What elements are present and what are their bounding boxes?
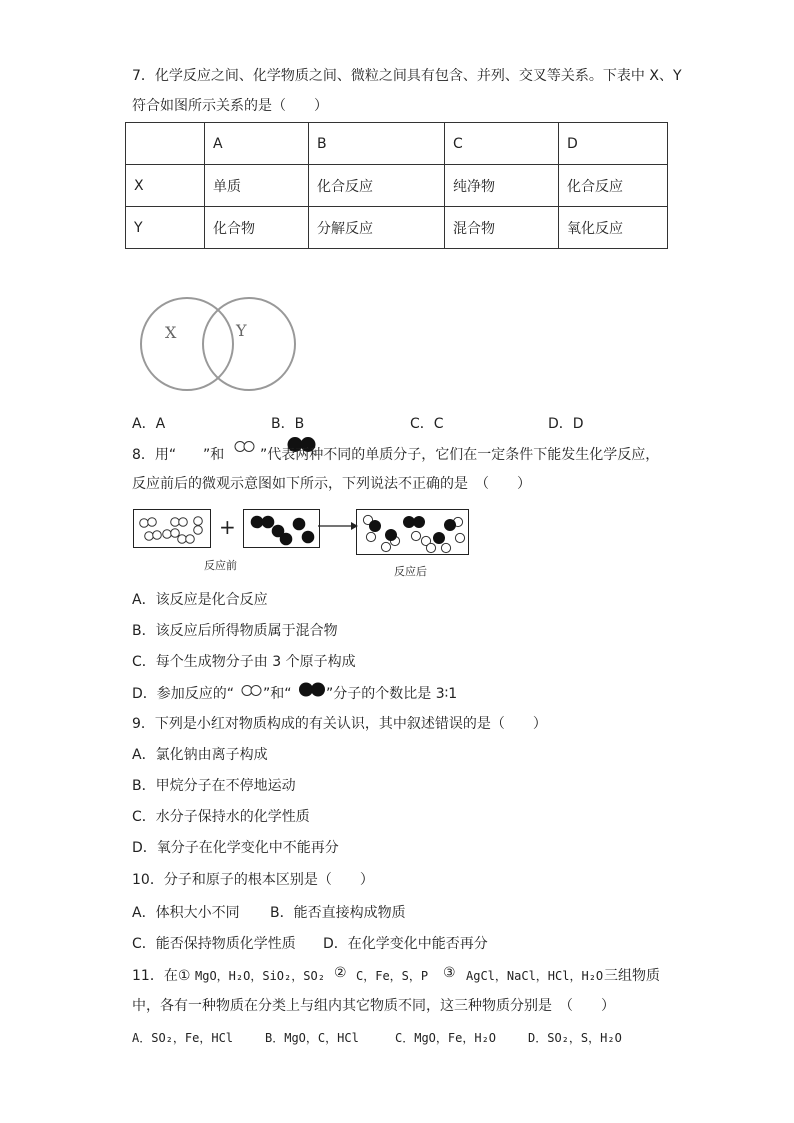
q10-option-d: D．在化学变化中能否再分 [323, 936, 488, 952]
q8-option-d-b: ”和“ [263, 686, 292, 702]
q11-option-a: A．SO₂，Fe，HCl [132, 1031, 234, 1045]
table-cell: D [559, 123, 668, 165]
q11-stem-a: 11．在① [132, 968, 191, 984]
q11-option-c: C．MgO，Fe，H₂O [395, 1031, 497, 1045]
q11-mark2: ② [334, 965, 347, 981]
q10-option-b: B．能否直接构成物质 [270, 905, 406, 921]
q8-option-d-c: ”分子的个数比是 3∶1 [326, 686, 458, 702]
table-cell: 化合反应 [309, 165, 445, 207]
q7-option-d: D．D [548, 416, 584, 432]
q8-option-d-a: D．参加反应的“ [132, 686, 235, 702]
table-cell: 分解反应 [309, 207, 445, 249]
q7-stem-line1: 7．化学反应之间、化学物质之间、微粒之间具有包含、并列、交叉等关系。下表中 X、Y [132, 68, 682, 84]
q11-group1: MgO，H₂O，SiO₂，SO₂ [195, 969, 325, 983]
table-cell: B [309, 123, 445, 165]
q7-stem-line2: 符合如图所示关系的是（ ） [132, 98, 328, 114]
caption-after: 反应后 [394, 565, 427, 578]
reaction-arrow-icon [318, 520, 358, 532]
q7-option-c: C．C [410, 416, 444, 432]
table-cell: 氧化反应 [559, 207, 668, 249]
q9-option-a: A．氯化钠由离子构成 [132, 747, 268, 763]
q9-option-b: B．甲烷分子在不停地运动 [132, 778, 296, 794]
table-cell: 化合物 [205, 207, 309, 249]
q11-group2: C，Fe，S，P [356, 969, 429, 983]
q8-option-b: B．该反应后所得物质属于混合物 [132, 623, 338, 639]
q7-option-b: B．B [271, 416, 305, 432]
venn-circle-y [203, 298, 295, 390]
after-box [356, 509, 469, 555]
table-cell: 化合反应 [559, 165, 668, 207]
q11-option-b: B．MgO，C，HCl [265, 1031, 359, 1045]
table-row [126, 123, 668, 165]
q10-stem: 10．分子和原子的根本区别是（ ） [132, 872, 374, 888]
before-box-white [133, 509, 211, 548]
venn-label-x: X [165, 323, 177, 342]
q7-table [125, 122, 668, 249]
q9-option-c: C．水分子保持水的化学性质 [132, 809, 310, 825]
table-row [126, 207, 668, 249]
q11-stem-line2: 中，各有一种物质在分类上与组内其它物质不同，这三种物质分别是 （ ） [132, 998, 615, 1014]
q8-stem-c: ”代表两种不同的单质分子，它们在一定条件下能发生化学反应， [260, 447, 660, 463]
table-cell: 单质 [205, 165, 309, 207]
q8-option-a: A．该反应是化合反应 [132, 592, 268, 608]
q8-stem-b: ”和 [203, 447, 225, 463]
q8-stem-a: 8．用“ [132, 447, 177, 463]
q9-option-d: D．氧分子在化学变化中不能再分 [132, 840, 339, 856]
venn-label-y: Y [236, 321, 247, 340]
black-molecule-icon [298, 682, 326, 697]
table-cell: 纯净物 [445, 165, 559, 207]
q8-stem-line2: 反应前后的微观示意图如下所示，下列说法不正确的是 （ ） [132, 476, 531, 492]
q10-option-c: C．能否保持物质化学性质 [132, 936, 296, 952]
q10-option-a: A．体积大小不同 [132, 905, 240, 921]
venn-circle-x [141, 298, 233, 390]
before-box-black [243, 509, 320, 548]
q11-mark3: ③ [443, 965, 456, 981]
venn-diagram [135, 290, 305, 400]
table-cell [126, 123, 205, 165]
table-cell: Y [126, 207, 205, 249]
q11-group3: AgCl，NaCl，HCl，H₂O [466, 969, 604, 983]
table-cell: X [126, 165, 205, 207]
q7-option-a: A．A [132, 416, 166, 432]
white-molecule-icon [234, 440, 256, 453]
table-row [126, 165, 668, 207]
table-cell: C [445, 123, 559, 165]
q9-stem: 9．下列是小红对物质构成的有关认识，其中叙述错误的是（ ） [132, 716, 547, 732]
caption-before: 反应前 [204, 559, 237, 572]
table-cell: A [205, 123, 309, 165]
table-cell: 混合物 [445, 207, 559, 249]
plus-sign: + [219, 515, 236, 539]
q11-option-d: D．SO₂，S，H₂O [528, 1031, 622, 1045]
white-molecule-icon [241, 684, 263, 697]
q11-stem-b: 三组物质 [604, 968, 660, 984]
q8-option-c: C．每个生成物分子由 3 个原子构成 [132, 654, 356, 670]
